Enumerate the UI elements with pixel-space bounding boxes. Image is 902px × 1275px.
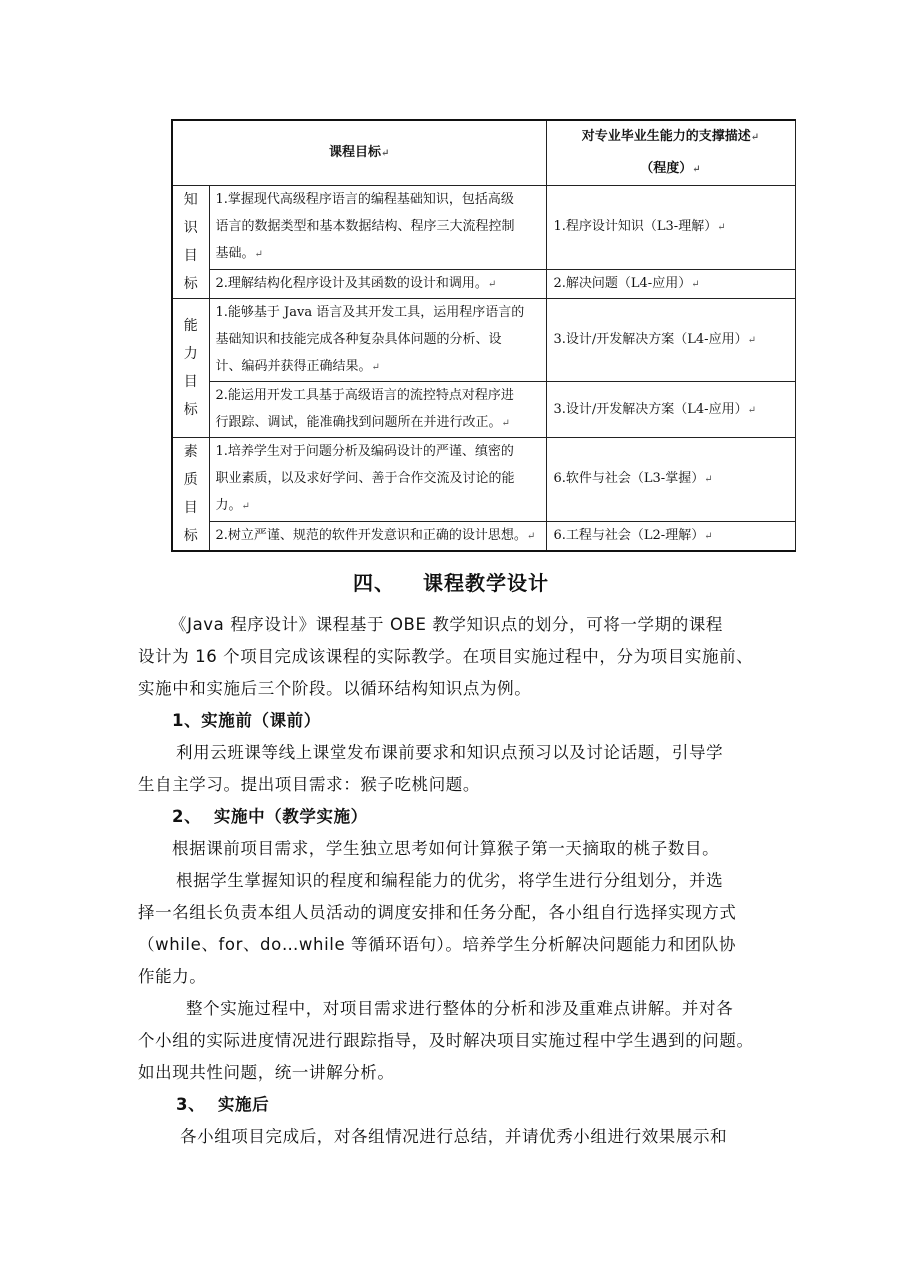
table-row xyxy=(172,521,795,551)
category-quality xyxy=(172,438,209,552)
header-course-objectives xyxy=(172,120,546,186)
header-col1-text: 课程目标 xyxy=(329,145,382,160)
subheading-during: 2、 实施中（教学实施） xyxy=(172,807,368,826)
category-char: 标 xyxy=(183,402,198,418)
section-title: 课程教学设计 xyxy=(423,571,549,595)
paragraph-mark: ↵ xyxy=(747,335,756,346)
goal-line: 职业素质，以及求好学问、善于合作交流及讨论的能 xyxy=(215,471,515,487)
support-text: 2.解决问题（L4-应用） xyxy=(553,275,692,291)
paragraph-mark: ↵ xyxy=(704,474,713,486)
paragraph-line: 根据学生掌握知识的程度和编程能力的优劣，将学生进行分组划分，并选 xyxy=(176,871,724,890)
header-support-description xyxy=(546,120,795,186)
category-char: 力 xyxy=(183,346,198,362)
category-ability xyxy=(172,299,209,438)
support-text: 3.设计/开发解决方案（L4-应用） xyxy=(553,401,748,417)
section-number: 四、 xyxy=(353,571,395,595)
support-cell xyxy=(546,438,795,522)
goal-line: 语言的数据类型和基本数据结构、程序三大流程控制 xyxy=(215,219,515,235)
paragraph-line: 设计为 16 个项目完成该课程的实际教学。在项目实施过程中，分为项目实施前、 xyxy=(138,647,754,666)
paragraph-line: 生自主学习。提出项目需求：猴子吃桃问题。 xyxy=(138,775,480,794)
support-text: 6.工程与社会（L2-理解） xyxy=(553,527,705,543)
paragraph-line: 整个实施过程中，对项目需求进行整体的分析和涉及重难点讲解。并对各 xyxy=(186,999,734,1018)
goal-line: 行跟踪、调试，能准确找到问题所在并进行改正。 xyxy=(215,415,502,430)
paragraph-line: 各小组项目完成后，对各组情况进行总结，并请优秀小组进行效果展示和 xyxy=(180,1127,728,1146)
support-cell xyxy=(546,186,795,270)
category-char: 目 xyxy=(183,248,198,264)
subheading-after: 3、 实施后 xyxy=(176,1095,270,1114)
goal-line: 基础。 xyxy=(215,246,255,262)
category-char: 目 xyxy=(183,500,198,516)
paragraph-mark: ↵ xyxy=(241,501,250,513)
paragraph-line: 作能力。 xyxy=(138,967,207,986)
support-cell xyxy=(546,299,795,382)
support-cell xyxy=(546,382,795,438)
section-heading xyxy=(0,567,902,596)
table-row xyxy=(172,299,795,382)
category-char: 知 xyxy=(183,192,198,208)
table-row xyxy=(172,382,795,438)
paragraph-mark: ↵ xyxy=(371,362,380,373)
goal-cell xyxy=(209,382,546,438)
paragraph-line: 实施中和实施后三个阶段。以循环结构知识点为例。 xyxy=(138,679,532,698)
goal-cell xyxy=(209,186,546,270)
paragraph-line: 择一名组长负责本组人员活动的调度安排和任务分配，各小组自行选择实现方式 xyxy=(138,903,737,922)
table-row xyxy=(172,269,795,298)
paragraph-mark: ↵ xyxy=(691,278,700,290)
paragraph-line: （while、for、do…while 等循环语句）。培养学生分析解决问题能力和团队协 xyxy=(138,935,737,954)
goal-line: 2.树立严谨、规范的软件开发意识和正确的设计思想。 xyxy=(215,527,527,543)
support-cell xyxy=(546,269,795,298)
header-col2-line1: 对专业毕业生能力的支撑描述 xyxy=(581,129,751,144)
paragraph-mark: ↵ xyxy=(381,148,390,159)
goal-line: 2.能运用开发工具基于高级语言的流控特点对程序进 xyxy=(215,388,514,403)
goal-line: 1.培养学生对于问题分析及编码设计的严谨、缜密的 xyxy=(215,444,514,460)
support-cell xyxy=(546,521,795,551)
table-row xyxy=(172,186,795,270)
support-text: 3.设计/开发解决方案（L4-应用） xyxy=(553,332,748,347)
paragraph-line: 根据课前项目需求，学生独立思考如何计算猴子第一天摘取的桃子数目。 xyxy=(172,839,720,858)
goal-line: 2.理解结构化程序设计及其函数的设计和调用。 xyxy=(215,275,488,291)
goal-line: 计、编码并获得正确结果。 xyxy=(215,359,372,374)
paragraph-mark: ↵ xyxy=(487,278,497,290)
goal-line: 基础知识和技能完成各种复杂具体问题的分析、设 xyxy=(215,332,502,347)
category-knowledge xyxy=(172,186,209,299)
paragraph-mark: ↵ xyxy=(747,404,756,416)
course-objectives-table xyxy=(171,119,796,552)
goal-cell xyxy=(209,269,546,298)
paragraph-mark: ↵ xyxy=(717,222,726,234)
paragraph-line: 如出现共性问题，统一讲解分析。 xyxy=(138,1063,395,1082)
goal-cell xyxy=(209,438,546,522)
paragraph-mark: ↵ xyxy=(501,418,510,429)
category-char: 质 xyxy=(183,472,198,488)
paragraph-mark: ↵ xyxy=(526,530,536,542)
paragraph-mark: ↵ xyxy=(254,249,263,261)
support-text: 1.程序设计知识（L3-理解） xyxy=(553,219,718,235)
category-char: 识 xyxy=(183,220,198,236)
category-char: 标 xyxy=(183,276,198,292)
goal-line: 1.掌握现代高级程序语言的编程基础知识，包括高级 xyxy=(215,192,514,208)
category-char: 素 xyxy=(183,444,198,460)
paragraph-mark: ↵ xyxy=(750,132,760,143)
paragraph-mark: ↵ xyxy=(704,530,713,542)
support-text: 6.软件与社会（L3-掌握） xyxy=(553,471,705,487)
table-row xyxy=(172,438,795,522)
goal-line: 1.能够基于 Java 语言及其开发工具，运用程序语言的 xyxy=(215,305,525,320)
subheading-before: 1、实施前（课前） xyxy=(172,711,321,730)
goal-cell xyxy=(209,299,546,382)
paragraph-line: 《Java 程序设计》课程基于 OBE 教学知识点的划分，可将一学期的课程 xyxy=(170,615,724,634)
category-char: 能 xyxy=(183,318,198,334)
category-char: 目 xyxy=(183,374,198,390)
category-char: 标 xyxy=(183,528,198,544)
table-header-row xyxy=(172,120,795,186)
header-col2-line2: （程度） xyxy=(640,161,693,176)
paragraph-line: 个小组的实际进度情况进行跟踪指导，及时解决项目实施过程中学生遇到的问题。 xyxy=(138,1031,754,1050)
paragraph-line: 利用云班课等线上课堂发布课前要求和知识点预习以及讨论话题，引导学 xyxy=(176,743,724,762)
goal-cell xyxy=(209,521,546,551)
paragraph-mark: ↵ xyxy=(692,164,701,175)
goal-line: 力。 xyxy=(215,498,242,514)
